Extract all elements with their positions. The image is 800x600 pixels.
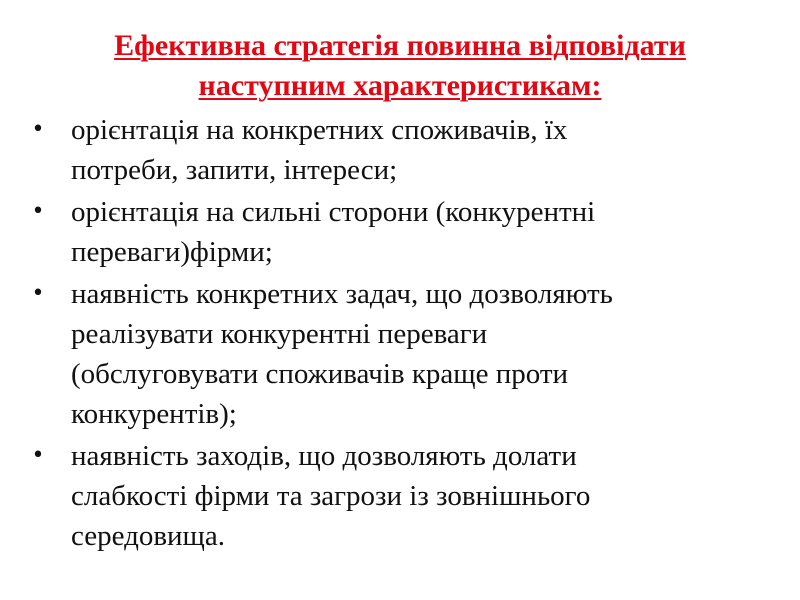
bullet-dot-icon: • [31, 199, 45, 224]
bullet-dot-icon: • [31, 281, 45, 306]
slide-title-line-1: Ефективна стратегія повинна відповідати [114, 29, 686, 62]
bullet-item-1-line-1: орієнтація на конкретних споживачів, їх [71, 114, 568, 146]
bullet-item-4 [28, 436, 768, 556]
bullet-item-3-line-2: реалізувати конкурентні переваги [71, 318, 488, 350]
bullet-dot-icon: • [31, 117, 45, 142]
bullet-item-4-line-1: наявність заходів, що дозволяють долати [71, 440, 577, 472]
bullet-item-3-line-3: (обслуговувати споживачів краще проти [71, 358, 569, 390]
bullet-item-3 [28, 274, 768, 434]
slide-title-line-2: наступним характеристикам: [198, 69, 602, 102]
bullet-list [28, 110, 768, 558]
bullet-item-3-line-1: наявність конкретних задач, що дозволяють [71, 278, 613, 310]
bullet-item-2-line-1: орієнтація на сильні сторони (конкурентні [71, 196, 596, 228]
bullet-dot-icon: • [31, 443, 45, 468]
bullet-item-1 [28, 110, 768, 190]
bullet-item-1-line-2: потреби, запити, інтереси; [71, 154, 398, 186]
bullet-item-4-line-2: слабкості фірми та загрози із зовнішнього [71, 480, 591, 512]
bullet-item-3-line-4: конкурентів); [71, 398, 237, 430]
bullet-item-2 [28, 192, 768, 272]
slide-title [40, 26, 760, 106]
bullet-item-4-line-3: середовища. [71, 520, 226, 552]
bullet-item-2-line-2: переваги)фірми; [71, 236, 273, 268]
